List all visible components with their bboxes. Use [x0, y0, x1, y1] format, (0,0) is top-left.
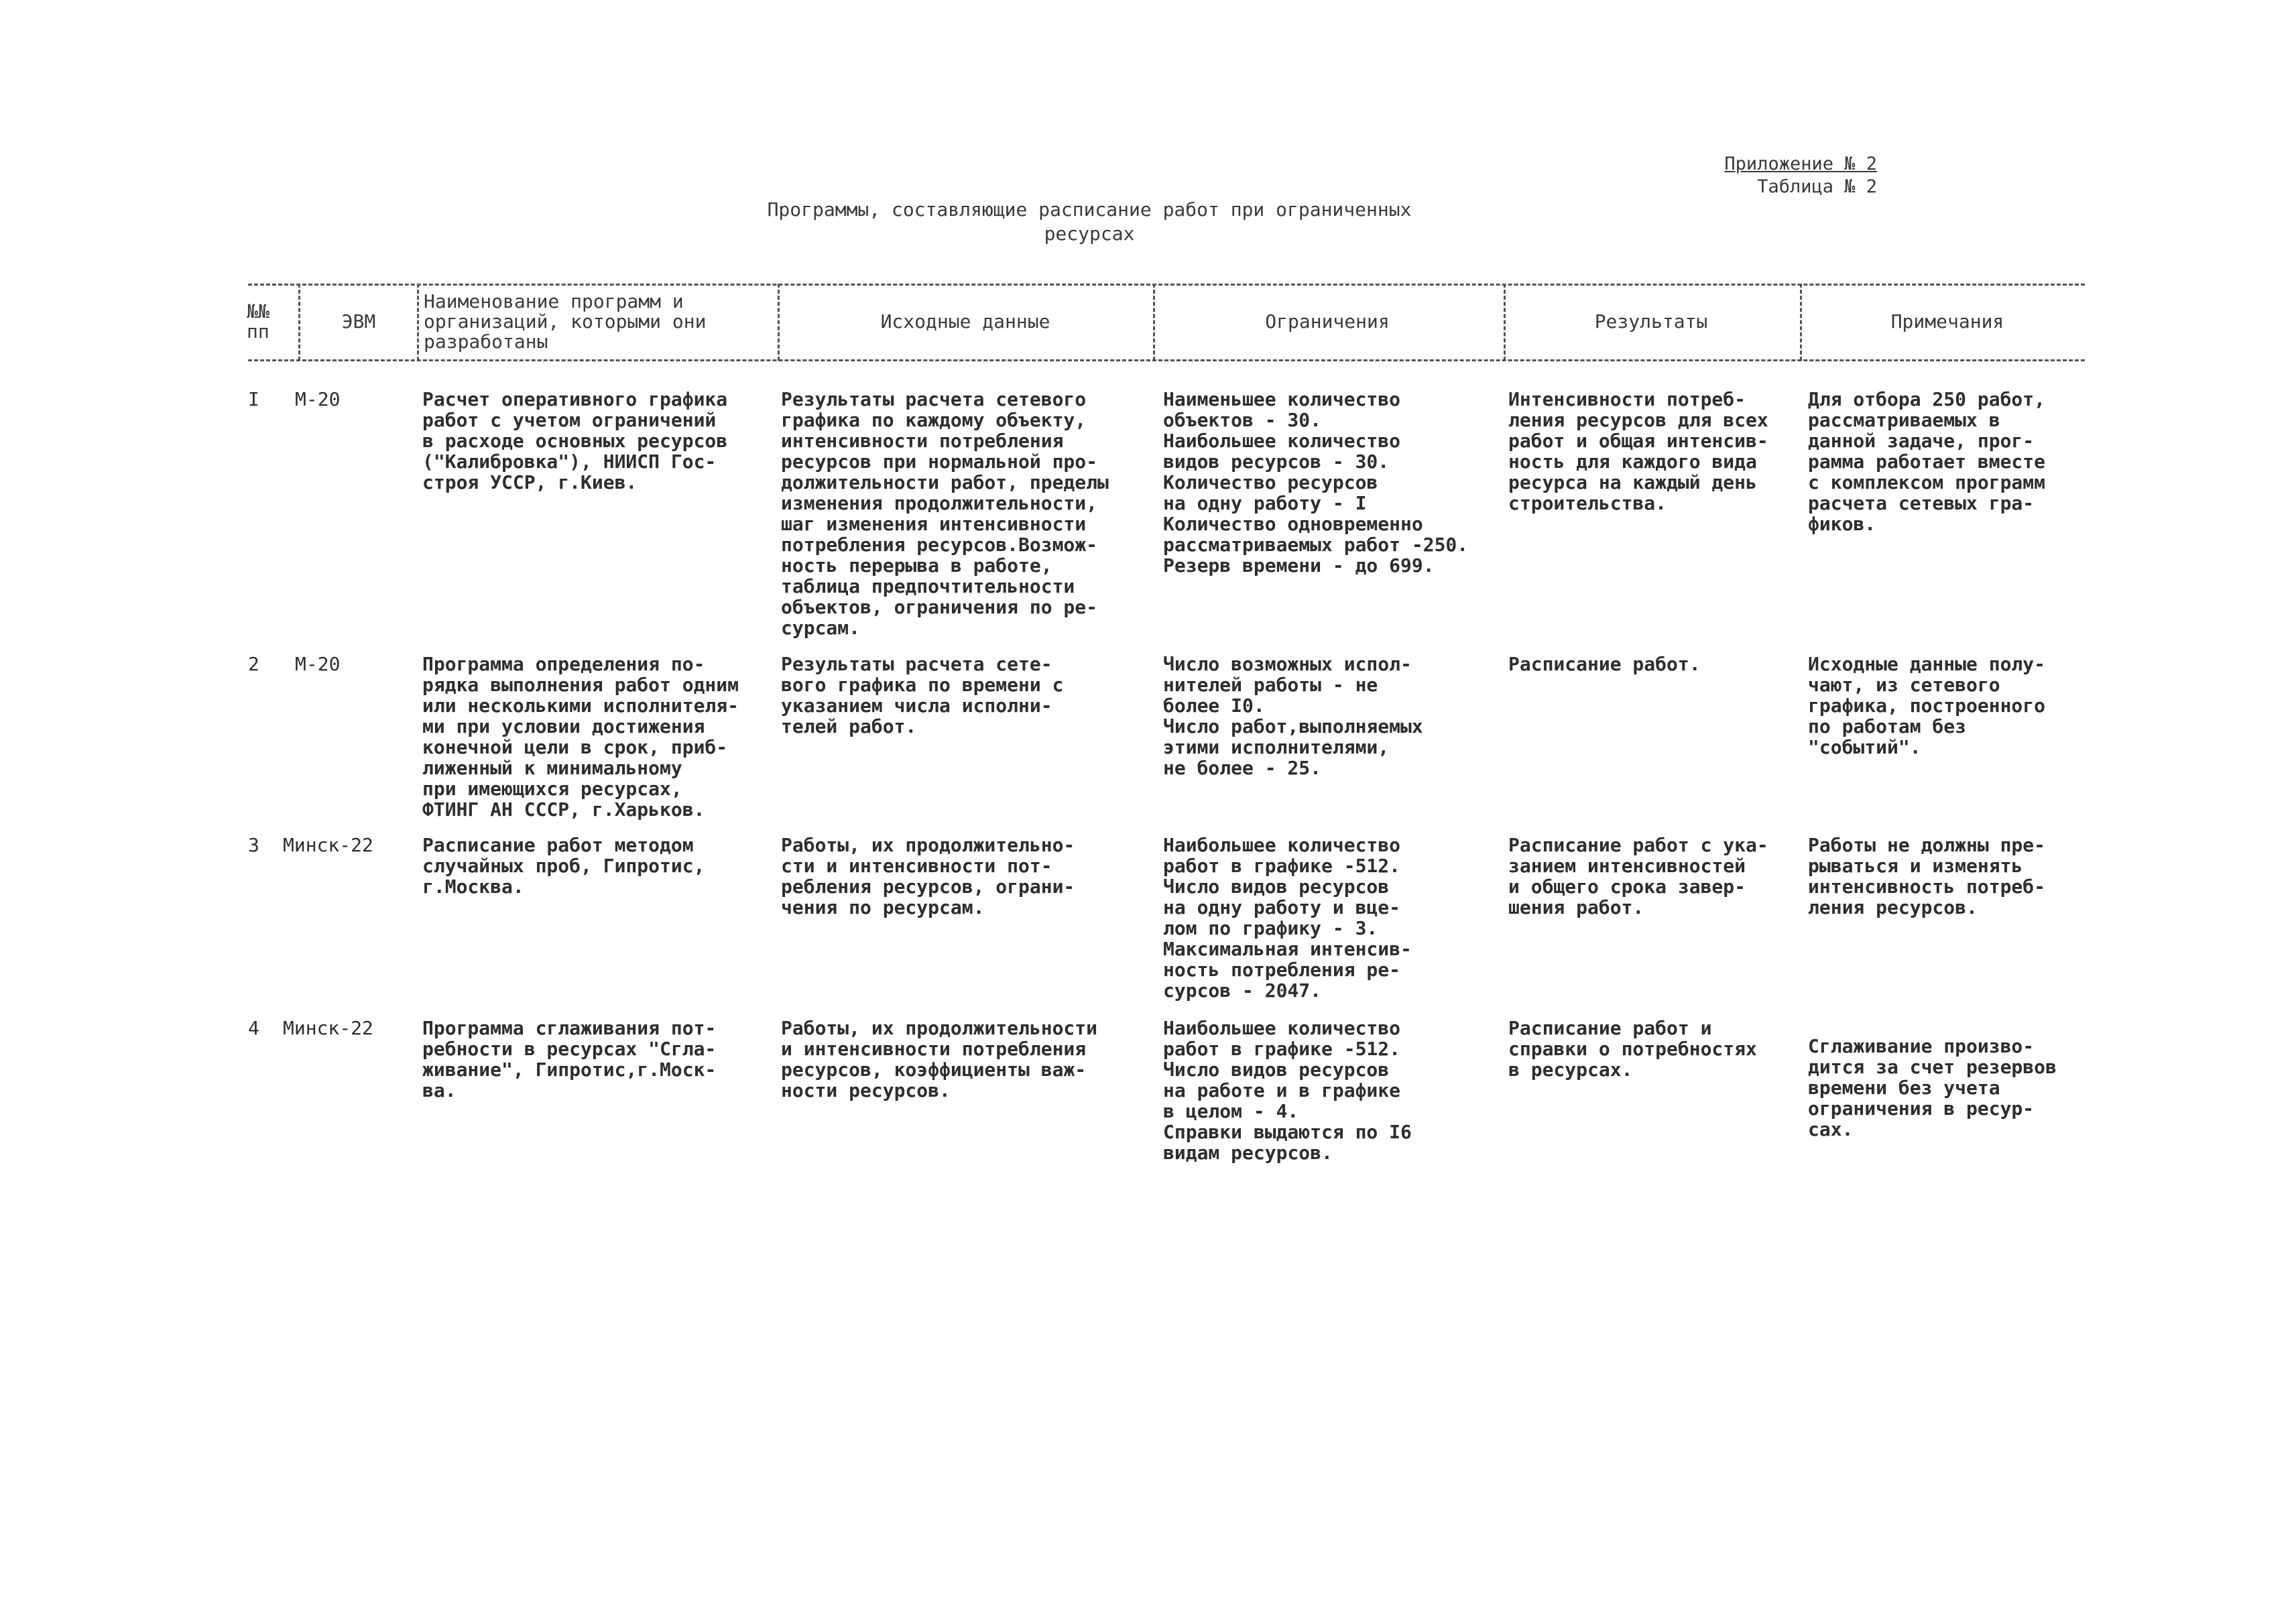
row-notes: Исходные данные полу- чают, из сетевого графика, построенного по работам без "событий". — [1808, 653, 2046, 758]
row-input-data: Работы, их продолжительности и интенсивности потребления ресурсов, коэффициенты важ- ности ресурсов. — [781, 1017, 1098, 1101]
row-computer: Минск-22 — [283, 1017, 373, 1039]
appendix-line: Приложение № 2 — [1724, 154, 1877, 174]
document-title — [711, 198, 1468, 246]
column-divider — [1800, 284, 1802, 361]
row-input-data: Результаты расчета сете- вого графика по времени с указанием числа исполни- телей работ. — [781, 653, 1064, 737]
title-line-2: ресурсах — [1044, 223, 1135, 245]
column-divider — [1504, 284, 1506, 361]
appendix-label — [1689, 153, 1877, 198]
row-computer: М-20 — [295, 388, 341, 410]
header-input-data: Исходные данные — [880, 310, 1050, 333]
row-notes: Работы не должны пре- рываться и изменять интенсивность потреб- ления ресурсов. — [1808, 834, 2046, 918]
header-num: №№ пп — [247, 300, 269, 343]
row-limits: Наименьшее количество объектов - 30. Наибольшее количество видов ресурсов - 30. Количество ресурсов на одну работу - I Количество одновременно рассматриваемых работ -250. Резерв времени - до 699. — [1163, 388, 1469, 577]
row-computer: М-20 — [295, 653, 341, 675]
header-computer: ЭВМ — [341, 310, 376, 333]
row-number: I — [248, 388, 259, 410]
row-input-data: Работы, их продолжительно- сти и интенсивности пот- ребления ресурсов, ограни- чения по ресурсам. — [781, 834, 1075, 918]
header-limits: Ограничения — [1265, 310, 1390, 333]
table-top-rule — [248, 284, 2085, 286]
row-limits: Наибольшее количество работ в графике -512. Число видов ресурсов на одну работу и вце- лом по графику - 3. Максимальная интенсив- ность потребления ре- сурсов - 2047. — [1163, 834, 1412, 1002]
row-notes: Сглаживание произво- дится за счет резервов времени без учета ограничения в ресур- сах. — [1808, 1035, 2057, 1140]
row-limits: Наибольшее количество работ в графике -512. Число видов ресурсов на работе и в графике в целом - 4. Справки выдаются по I6 видам ресурсов. — [1163, 1017, 1412, 1164]
table-header-rule — [248, 359, 2085, 361]
row-notes: Для отбора 250 работ, рассматриваемых в данной задаче, прог- рамма работает вместе с комплексом программ расчета сетевых гра- фиков. — [1808, 388, 2046, 535]
row-limits: Число возможных испол- нителей работы - не более I0. Число работ,выполняемых этими исполнителями, не более - 25. — [1163, 653, 1423, 779]
table-number: Таблица № 2 — [1757, 176, 1877, 197]
row-number: 3 — [248, 834, 259, 856]
row-results: Интенсивности потреб- ления ресурсов для всех работ и общая интенсив- ность для каждого вида ресурса на каждый день строительства. — [1508, 388, 1768, 514]
row-results: Расписание работ с ука- занием интенсивностей и общего срока завер- шения работ. — [1508, 834, 1768, 918]
row-computer: Минск-22 — [283, 834, 373, 856]
header-results: Результаты — [1594, 310, 1708, 333]
row-program-name: Программа сглаживания пот- ребности в ресурсах "Сгла- живание", Гипротис,г.Моск- ва. — [422, 1017, 717, 1101]
column-divider — [1153, 284, 1155, 361]
column-divider — [298, 284, 300, 361]
row-number: 2 — [248, 653, 259, 675]
header-program-name: Наименование программ и организаций, которыми они разработаны — [424, 290, 707, 353]
row-results: Расписание работ и справки о потребностях в ресурсах. — [1508, 1017, 1757, 1081]
row-number: 4 — [248, 1017, 259, 1039]
row-program-name: Расчет оперативного графика работ с учетом ограничений в расходе основных ресурсов ("Калибровка"), НИИСП Гос- строя УССР, г.Киев. — [422, 388, 728, 493]
row-results: Расписание работ. — [1508, 653, 1701, 675]
row-input-data: Результаты расчета сетевого графика по каждому объекту, интенсивности потребления ресурсов при нормальной про- должительности работ, пределы изменения продолжительности, шаг изменения интенсивности потребления ресурсов.Возмож- ность перерыва в работе, таблица предпочтительности объектов, ограничения по ре- сурсам. — [781, 388, 1109, 639]
title-line-1: Программы, составляющие расписание работ при ограниченных — [767, 198, 1412, 221]
column-divider — [417, 284, 419, 361]
row-program-name: Программа определения по- рядка выполнения работ одним или несколькими исполнителя- ми при условии достижения конечной цели в срок, приб- лиженный к минимальному при имеющихся ресурсах, ФТИНГ АН СССР, г.Харьков. — [422, 653, 739, 821]
column-divider — [778, 284, 780, 361]
header-notes: Примечания — [1890, 310, 2004, 333]
row-program-name: Расписание работ методом случайных проб, Гипротис, г.Москва. — [422, 834, 705, 898]
